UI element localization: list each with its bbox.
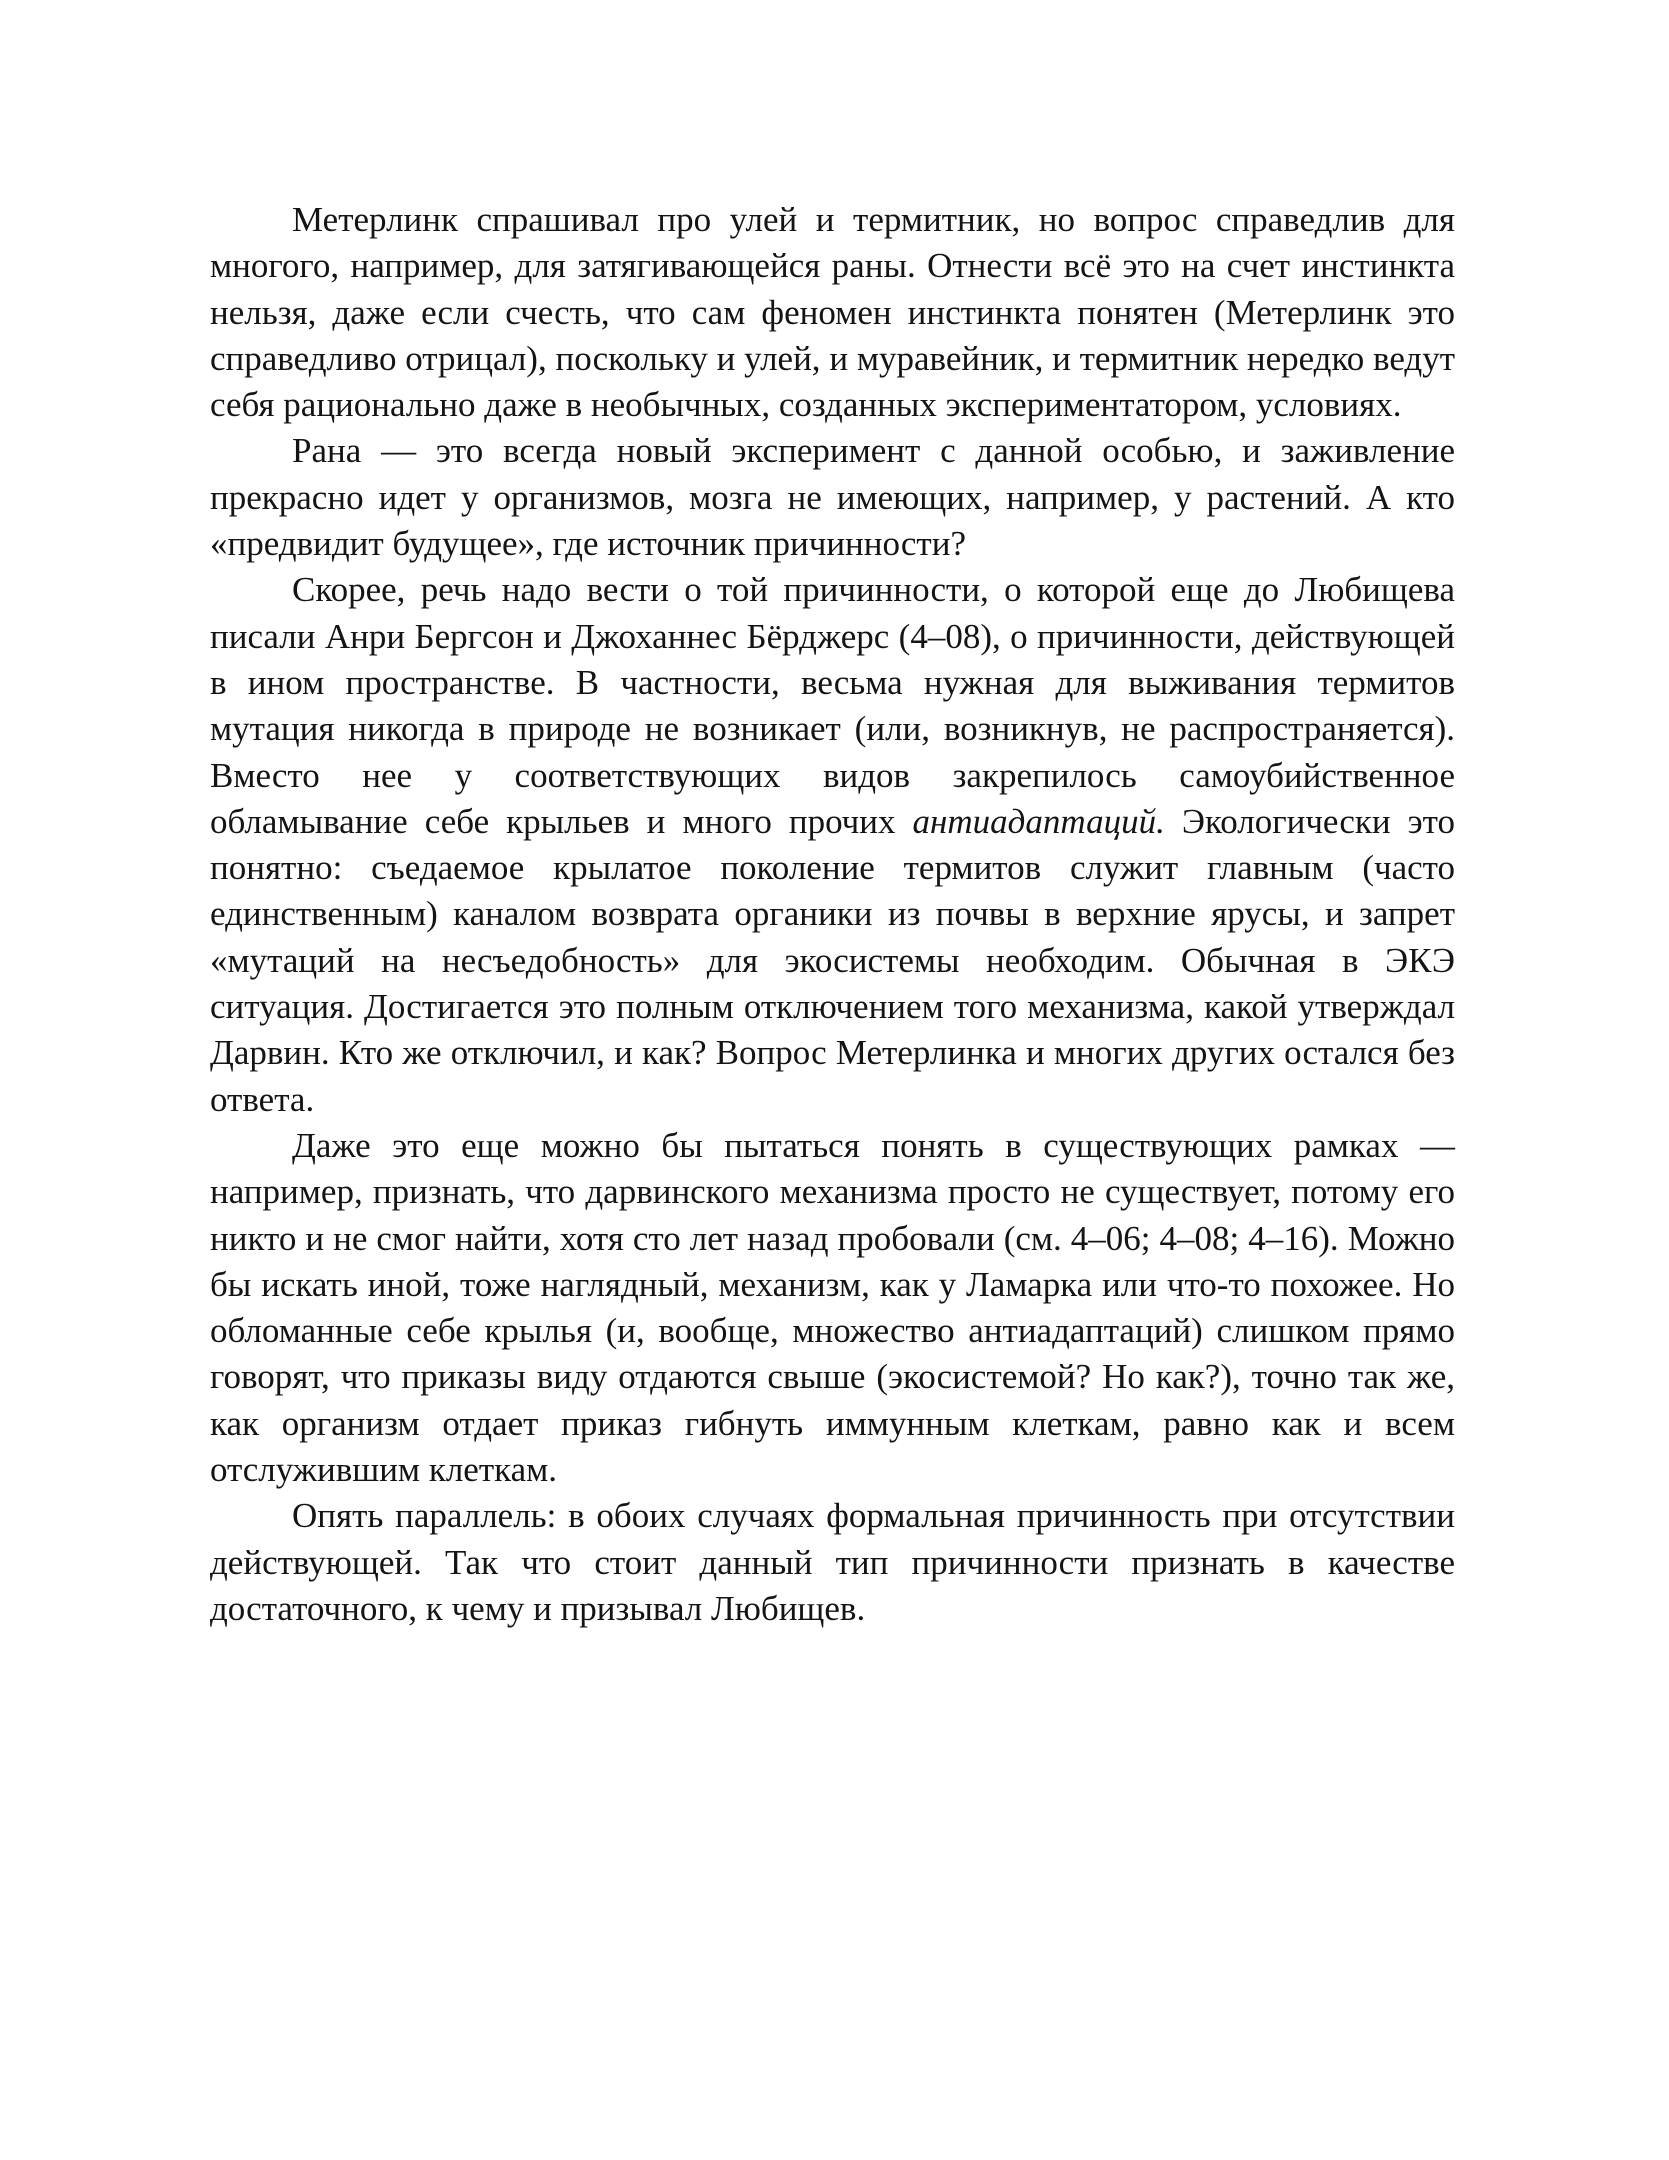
paragraph-3 — [210, 567, 1455, 1123]
paragraph-3-emphasis: антиадаптаций. — [912, 801, 1165, 841]
paragraph-2: Рана — это всегда новый эксперимент с данной особью, и заживление прекрасно идет у организмов, мозга не имеющих, например, у растений. А кто «предвидит будущее», где источник причинности? — [210, 431, 1455, 564]
paragraph-3-text-after: Экологически это понятно: съедаемое крылатое поколение термитов служит главным (часто единственным) каналом возврата органики из почвы в верхние ярусы, и запрет «мутаций на несъедобность» для экосистемы необходим. Обычная в ЭКЭ ситуация. Достигается это полным отключением того механизма, какой утверждал Дарвин. Кто же отключил, и как? Вопрос Метерлинка и многих других остался без ответа. — [210, 801, 1455, 1119]
paragraph-1: Метерлинк спрашивал про улей и термитник, но вопрос справедлив для многого, например, для затягивающейся раны. Отнести всё это на счет инстинкта нельзя, даже если счесть, что сам феномен инстинкта понятен (Метерлинк это справедливо отрицал), поскольку и улей, и муравейник, и термитник нередко ведут себя рационально даже в необычных, созданных экспериментатором, условиях. — [210, 200, 1455, 425]
paragraph-4: Даже это еще можно бы пытаться понять в существующих рамках — например, признать, что дарвинского механизма просто не существует, потому его никто и не смог найти, хотя сто лет назад пробовали (см. 4–06; 4–08; 4–16). Можно бы искать иной, тоже наглядный, механизм, как у Ламарка или что-то похожее. Но обломанные себе крылья (и, вообще, множество антиадаптаций) слишком прямо говорят, что приказы виду отдаются свыше (экосистемой? Но как?), точно так же, как организм отдает приказ гибнуть иммунным клеткам, равно как и всем отслужившим клеткам. — [210, 1125, 1455, 1490]
body-text — [210, 197, 1455, 1632]
paragraph-3-text-before: Скорее, речь надо вести о той причинности, о которой еще до Любищева писали Анри Бергсон и Джоханнес Бёрджерс (4–08), о причинности, действующей в ином пространстве. В частности, весьма нужная для выживания термитов мутация никогда в природе не возникает (или, возникнув, не распространяется). Вместо нее у соответствующих видов закрепилось самоубийственное обламывание себе крыльев и много прочих — [210, 570, 1455, 841]
paragraph-5: Опять параллель: в обоих случаях формальная причинность при отсутствии действующей. Так что стоит данный тип причинности признать в качестве достаточного, к чему и призывал Любищев. — [210, 1496, 1455, 1628]
